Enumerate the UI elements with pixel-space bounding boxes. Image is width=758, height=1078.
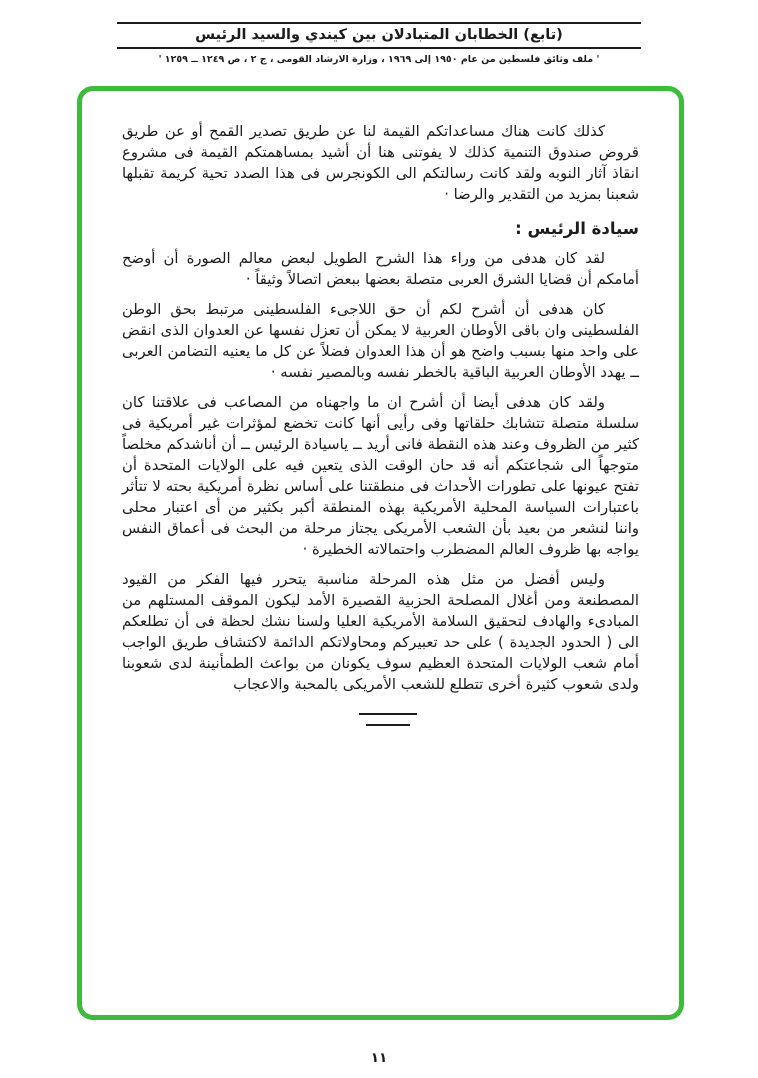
section-heading: سيادة الرئيس : <box>515 219 639 238</box>
letter-body <box>82 91 679 726</box>
content-frame <box>77 86 684 1020</box>
end-divider <box>129 713 646 726</box>
page-number: ١١ <box>370 1050 388 1066</box>
paragraph: كان هدفى أن أشرح لكم أن حق اللاجىء الفلسطينى مرتبط بحق الوطن الفلسطينى وان باقى الأوطان العربية لا يمكن أن تعزل نفسها عن العدوان الذى انقض على واحد منها بسبب واضح هو أن هذا العدوان فضلاً عن كل ما يعنيه التضامن العربى ــ يهدد الأوطان العربية الباقية بالخطر نفسه وبالمصير نفسه · <box>122 301 639 381</box>
paragraph: وليس أفضل من مثل هذه المرحلة مناسبة يتحرر فيها الفكر من القيود المصطنعة ومن أغلال المصلحة الحزبية القصيرة الأمد ليكون الموقف المستلهم من المبادىء والهادف لتحقيق السلامة الأمريكية العليا ولسنا نشك لحظة فى أن تطلعكم الى ( الحدود الجديدة ) على حد تعبيركم ومحاولاتكم الدائمة لاكتشاف طريق الواجب أمام شعب الولايات المتحدة العظيم سوف يكونان من بواعث الطمأنينة لدى شعوبنا ولدى شعوب كثيرة أخرى تتطلع للشعب الأمريكى بالمحبة والاعجاب <box>122 571 639 693</box>
paragraph: لقد كان هدفى من وراء هذا الشرح الطويل لبعض معالم الصورة أن أوضح أمامكم أن قضايا الشرق العربى متصلة بعضها ببعض اتصالاً وثيقاً · <box>122 250 639 288</box>
end-divider-line <box>366 724 410 726</box>
document-header <box>0 22 758 65</box>
header-rule-bottom <box>117 47 641 49</box>
source-citation: ' ملف وثائق فلسطين من عام ١٩٥٠ إلى ١٩٦٩ ، وزارة الارشاد القومى ، ج ٢ ، ص ١٢٤٩ ــ ١٢٥٩ ' <box>158 54 600 65</box>
paragraph: كذلك كانت هناك مساعداتكم القيمة لنا عن طريق تصدير القمح أو عن طريق قروض صندوق التنمية كذلك لا يفوتنى هنا أن أشيد بمساهمتكم القيمة فى مشروع انقاذ آثار النوبه ولقد كانت رسالتكم الى الكونجرس فى هذا الصدد تحية كريمة تقبلها شعبنا بمزيد من التقدير والرضا · <box>122 123 639 203</box>
document-title: (تابع) الخطابان المتبادلان بين كيندي والسيد الرئيس <box>195 27 563 43</box>
end-divider-line <box>359 713 417 715</box>
paragraph: ولقد كان هدفى أيضا أن أشرح ان ما واجهناه من المصاعب فى علاقتنا كان سلسلة متصلة تتشابك حلقاتها وفى رأيى أنها كانت تخضع لمؤثرات غير أمريكية فى كثير من الظروف وعند هذه النقطة فانى أريد ــ ياسيادة الرئيس ــ أن أناشدكم مخلصاً متوجهاً الى شجاعتكم أنه قد حان الوقت الذى يتعين فيه على الولايات المتحدة أن تفتح عيونها على تطورات الأحداث فى منطقتنا على أساس نظرة أمريكية بحته لا تتأثر باعتبارات السياسة المحلية الأمريكية بهذه المنطقة أكبر بكثير من أى اعتبار محلى واننا لنشعر من بعيد بأن الشعب الأمريكى يجتاز مرحلة من البحث فى أعماق النفس يواجه بها ظروف العالم المضطرب واحتمالاته الخطيرة · <box>122 394 639 558</box>
